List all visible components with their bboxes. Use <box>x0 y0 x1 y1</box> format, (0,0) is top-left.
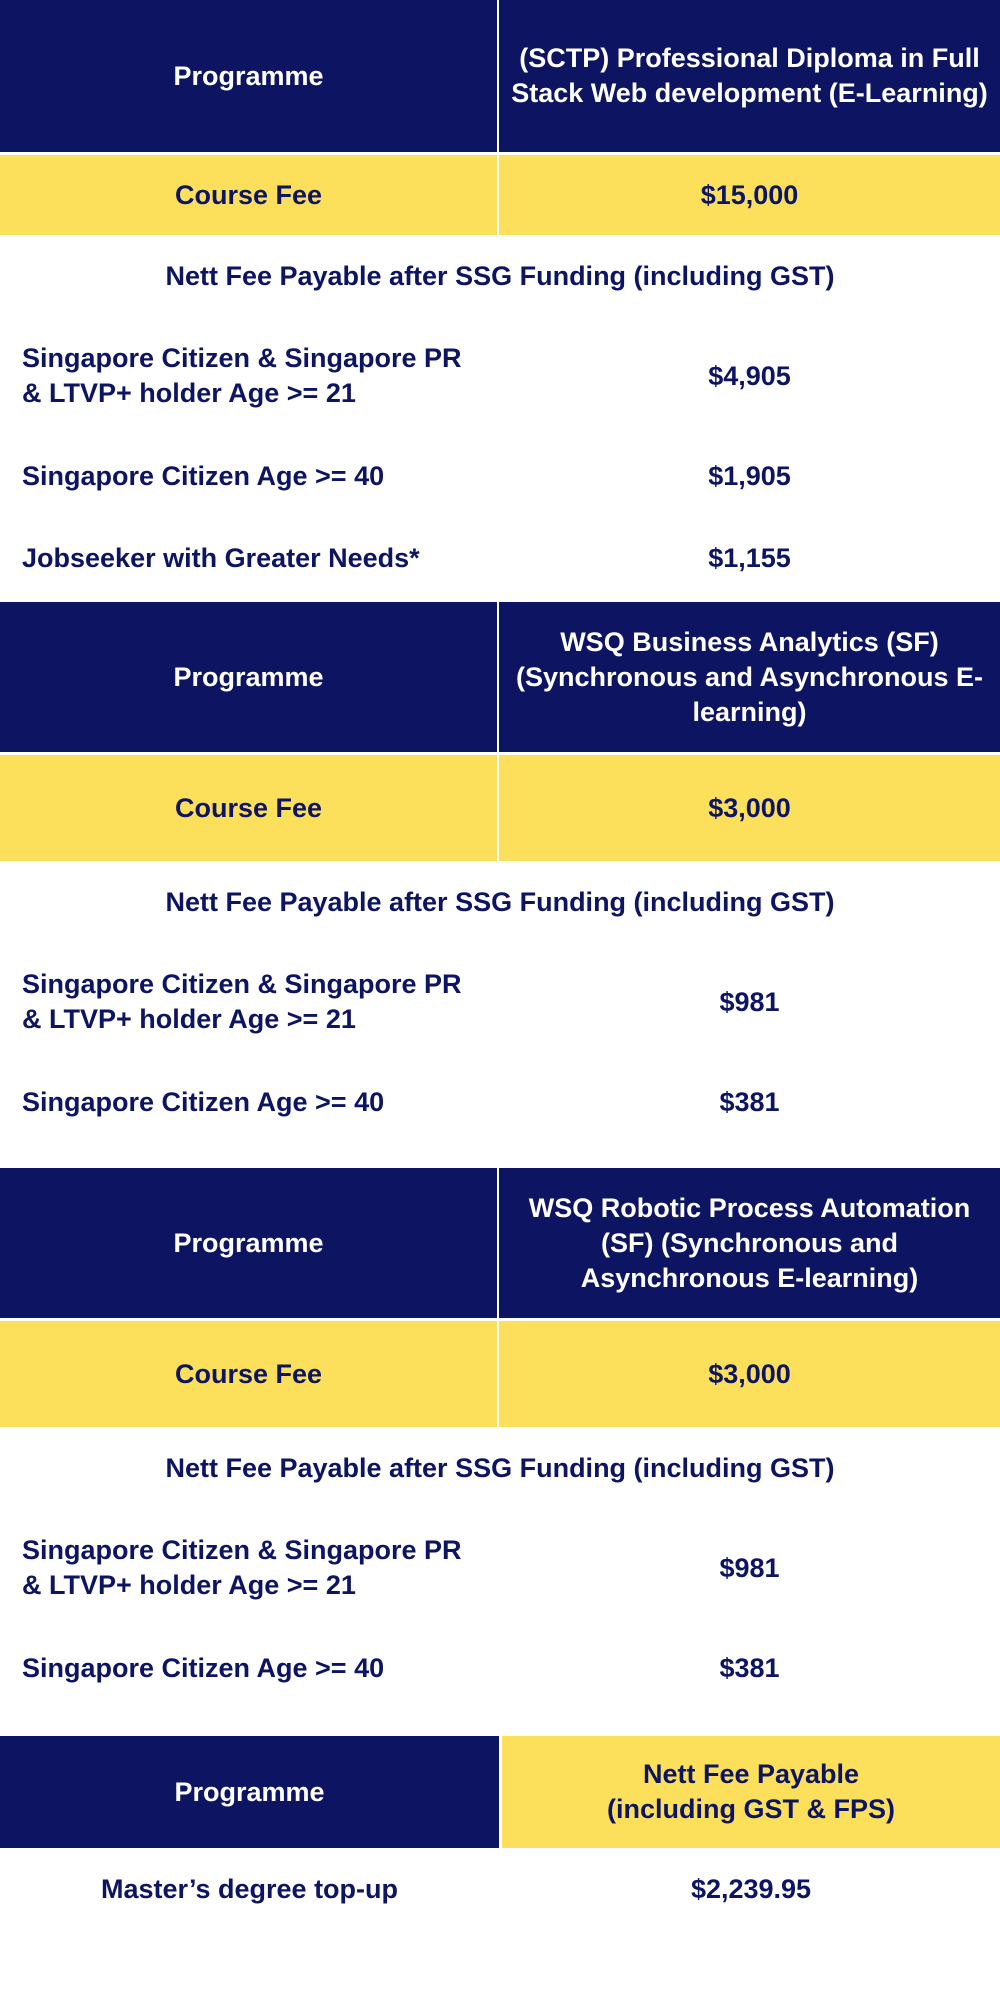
table4-programme-label: Programme <box>0 1736 499 1848</box>
table2-row2-value: $381 <box>719 1086 780 1117</box>
table3-course-fee-label: Course Fee <box>0 1321 497 1427</box>
table2-row1-label: Singapore Citizen & Singapore PR & LTVP+ holder Age >= 21 <box>22 969 462 1034</box>
table1-row2-value: $1,905 <box>708 460 791 491</box>
table3-nett-fee-heading: Nett Fee Payable after SSG Funding (including GST) <box>165 1452 835 1483</box>
table3-row2-label: Singapore Citizen Age >= 40 <box>22 1652 385 1683</box>
table2-row1-value: $981 <box>719 986 780 1017</box>
table3-row1-value: $981 <box>719 1552 780 1583</box>
table1-row1-label: Singapore Citizen & Singapore PR & LTVP+ holder Age >= 21 <box>22 343 462 408</box>
table3-programme-name: WSQ Robotic Process Automation (SF) (Synchronous and Asynchronous E-learning) <box>499 1168 1000 1318</box>
table2-row2-label: Singapore Citizen Age >= 40 <box>22 1086 385 1117</box>
table2-programme-label: Programme <box>0 602 497 752</box>
table1-course-fee-label: Course Fee <box>0 155 497 235</box>
table4-row1-label: Master’s degree top-up <box>100 1873 399 1904</box>
table3-course-fee-value: $3,000 <box>499 1321 1000 1427</box>
table3-row2-value: $381 <box>719 1652 780 1683</box>
table1-row3-label: Jobseeker with Greater Needs* <box>22 542 420 573</box>
table3-programme-label: Programme <box>0 1168 497 1318</box>
table1-row2-label: Singapore Citizen Age >= 40 <box>22 460 385 491</box>
table1-row3-value: $1,155 <box>708 542 791 573</box>
table1-nett-fee-heading: Nett Fee Payable after SSG Funding (including GST) <box>165 260 835 291</box>
table2-course-fee-value: $3,000 <box>499 755 1000 861</box>
table1-programme-label: Programme <box>0 0 497 152</box>
table2-programme-name: WSQ Business Analytics (SF) (Synchronous and Asynchronous E-learning) <box>499 602 1000 752</box>
table1-row1-value: $4,905 <box>708 360 791 391</box>
table2-nett-fee-heading: Nett Fee Payable after SSG Funding (including GST) <box>165 886 835 917</box>
table4-row1-value: $2,239.95 <box>690 1873 812 1904</box>
table1-programme-name: (SCTP) Professional Diploma in Full Stack Web development (E-Learning) <box>499 0 1000 152</box>
table2-course-fee-label: Course Fee <box>0 755 497 861</box>
table3-row1-label: Singapore Citizen & Singapore PR & LTVP+ holder Age >= 21 <box>22 1535 462 1600</box>
table1-course-fee-value: $15,000 <box>499 155 1000 235</box>
table4-nett-fee-header: Nett Fee Payable (including GST & FPS) <box>502 1736 1000 1848</box>
